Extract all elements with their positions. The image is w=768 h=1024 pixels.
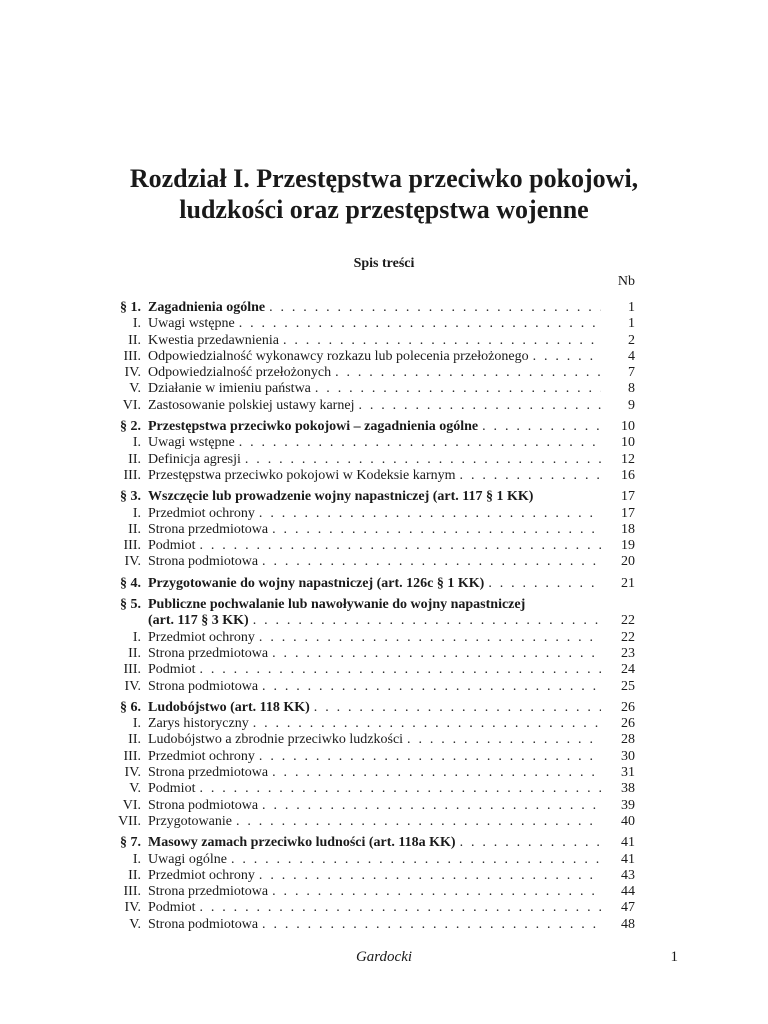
toc-entry-number: II.	[128, 332, 141, 348]
toc-dot-leader	[262, 679, 601, 695]
toc-entry-page-number: 47	[621, 900, 635, 916]
toc-dot-leader	[253, 716, 601, 732]
toc-entry-number: VII.	[118, 813, 141, 829]
toc-dot-leader	[460, 468, 601, 484]
toc-subsection-row	[100, 554, 635, 570]
toc-dot-leader	[239, 435, 601, 451]
nb-column-header: Nb	[617, 274, 635, 289]
toc-subsection-row	[100, 852, 635, 868]
toc-subsection-row	[100, 506, 635, 522]
toc-subsection-row	[100, 798, 635, 814]
toc-entry-label: Kwestia przedawnienia	[148, 332, 279, 348]
toc-entry-page-number: 1	[628, 316, 635, 332]
footer-author: Gardocki	[355, 949, 413, 965]
toc-entry-number: V.	[129, 916, 141, 932]
toc-subsection-row	[100, 452, 635, 468]
toc-entry-page-number: 41	[621, 851, 635, 867]
toc-entry-page-number: 48	[621, 916, 635, 932]
toc-entry-number: I.	[132, 851, 141, 867]
toc-entry-number: II.	[128, 732, 141, 748]
toc-dot-leader	[236, 814, 601, 830]
toc-entry-page-number: 44	[621, 884, 635, 900]
toc-dot-leader	[199, 538, 601, 554]
toc-dot-leader	[314, 700, 601, 716]
toc-dot-leader	[533, 349, 601, 365]
toc-dot-leader	[358, 398, 601, 414]
toc-dot-leader	[272, 765, 601, 781]
toc-entry-page-number: 19	[621, 538, 635, 554]
toc-entry-page-number: 4	[628, 348, 635, 364]
toc-entry-page-number: 26	[621, 716, 635, 732]
toc-subsection-row	[100, 646, 635, 662]
toc-heading: Spis treści	[353, 256, 415, 271]
toc-entry-label: Strona podmiotowa	[148, 554, 259, 570]
toc-entry-number: III.	[123, 348, 141, 364]
toc-entry-number: IV.	[124, 554, 141, 570]
toc-dot-leader	[262, 798, 601, 814]
toc-section-row	[100, 576, 635, 592]
toc-entry-label: Zagadnienia ogólne	[148, 300, 266, 315]
toc-entry-label: Zarys historyczny	[148, 716, 249, 732]
toc-subsection-row	[100, 765, 635, 781]
toc-dot-leader	[407, 732, 601, 748]
toc-subsection-row	[100, 749, 635, 765]
toc-entry-number: I.	[132, 716, 141, 732]
toc-entry-label: Podmiot	[148, 900, 196, 916]
toc-entry-number: I.	[132, 316, 141, 332]
toc-dot-leader	[269, 300, 601, 316]
toc-entry-number: III.	[123, 662, 141, 678]
toc-subsection-row	[100, 900, 635, 916]
toc-dot-leader	[283, 333, 601, 349]
toc-entry-label: Podmiot	[148, 538, 196, 554]
toc-subsection-row	[100, 716, 635, 732]
toc-entry-number: VI.	[122, 397, 141, 413]
toc-entry-page-number: 18	[621, 521, 635, 537]
toc-entry-label: Przestępstwa przeciwko pokojowi w Kodeksie karnym	[148, 467, 456, 483]
toc-entry-label: Masowy zamach przeciwko ludności (art. 118a KK)	[148, 835, 456, 851]
toc-entry-number: IV.	[124, 678, 141, 694]
toc-section-row	[100, 613, 635, 629]
toc-entry-page-number: 8	[628, 381, 635, 397]
toc-entry-page-number: 39	[621, 797, 635, 813]
chapter-title-line-1: Rozdział I. Przestępstwa przeciwko pokojowi,	[129, 164, 639, 193]
toc-section-row	[100, 835, 635, 851]
toc-entry-label: Ludobójstwo a zbrodnie przeciwko ludzkości	[148, 732, 404, 748]
toc-dot-leader	[482, 419, 601, 435]
toc-entry-label: Ludobójstwo (art. 118 KK)	[148, 699, 310, 715]
toc-entry-number: III.	[123, 467, 141, 483]
toc-dot-leader	[199, 662, 601, 678]
toc-entry-label: Strona podmiotowa	[148, 797, 259, 813]
toc-entry-label: Przestępstwa przeciwko pokojowi – zagadnienia ogólne	[148, 419, 479, 435]
toc-entry-label: Odpowiedzialność przełożonych	[148, 365, 332, 381]
toc-section-row	[100, 489, 635, 505]
toc-subsection-row	[100, 732, 635, 748]
toc-entry-number: IV.	[124, 900, 141, 916]
toc-entry-label: Podmiot	[148, 781, 196, 797]
toc-dot-leader	[253, 613, 601, 629]
toc-entry-number: III.	[123, 748, 141, 764]
toc-entry-label: Strona przedmiotowa	[148, 765, 269, 781]
toc-entry-label: Wszczęcie lub prowadzenie wojny napastniczej (art. 117 § 1 KK)	[148, 489, 534, 505]
toc-entry-label: Przedmiot ochrony	[148, 867, 255, 883]
toc-entry-label: Strona podmiotowa	[148, 678, 259, 694]
toc-dot-leader	[272, 884, 601, 900]
toc-entry-label: (art. 117 § 3 KK)	[148, 613, 249, 629]
toc-section-row	[100, 300, 635, 316]
toc-entry-page-number: 28	[621, 732, 635, 748]
toc-entry-page-number: 1	[628, 300, 635, 315]
toc-entry-page-number: 22	[621, 629, 635, 645]
toc-entry-number: § 4.	[120, 575, 141, 591]
toc-subsection-row	[100, 662, 635, 678]
toc-entry-number: I.	[132, 505, 141, 521]
toc-subsection-row	[100, 316, 635, 332]
toc-entry-number: I.	[132, 629, 141, 645]
toc-entry-number: II.	[128, 521, 141, 537]
chapter-title-line-2: ludzkości oraz przestępstwa wojenne	[179, 195, 589, 224]
toc-dot-leader	[272, 522, 601, 538]
toc-entry-label: Odpowiedzialność wykonawcy rozkazu lub polecenia przełożonego	[148, 348, 529, 364]
toc-dot-leader	[262, 917, 601, 933]
toc-subsection-row	[100, 333, 635, 349]
toc-subsection-row	[100, 538, 635, 554]
toc-entry-label: Uwagi ogólne	[148, 851, 227, 867]
toc-entry-number: V.	[129, 781, 141, 797]
toc-entry-number: § 3.	[120, 489, 141, 505]
toc-entry-page-number: 25	[621, 678, 635, 694]
toc-subsection-row	[100, 522, 635, 538]
toc-entry-number: II.	[128, 867, 141, 883]
toc-dot-leader	[315, 381, 601, 397]
toc-entry-label: Strona przedmiotowa	[148, 521, 269, 537]
chapter-title	[0, 163, 768, 225]
toc-dot-leader	[199, 781, 601, 797]
toc-entry-page-number: 31	[621, 765, 635, 781]
toc-dot-leader	[259, 630, 601, 646]
toc-entry-label: Przedmiot ochrony	[148, 505, 255, 521]
toc-entry-page-number: 10	[621, 435, 635, 451]
toc-subsection-row	[100, 398, 635, 414]
toc-entry-label: Przedmiot ochrony	[148, 748, 255, 764]
toc-subsection-row	[100, 884, 635, 900]
toc-entry-page-number: 7	[628, 365, 635, 381]
toc-entry-page-number: 20	[621, 554, 635, 570]
toc-entry-label: Podmiot	[148, 662, 196, 678]
toc-subsection-row	[100, 917, 635, 933]
toc-subsection-row	[100, 630, 635, 646]
toc-entry-label: Strona przedmiotowa	[148, 884, 269, 900]
toc-entry-label: Definicja agresji	[148, 451, 241, 467]
toc-entry-page-number: 9	[628, 397, 635, 413]
toc-dot-leader	[262, 554, 601, 570]
toc-entry-number: III.	[123, 884, 141, 900]
toc-section-row	[100, 700, 635, 716]
toc-entry-page-number: 43	[621, 867, 635, 883]
toc-entry-number: V.	[129, 381, 141, 397]
toc-dot-leader	[460, 835, 601, 851]
toc-entry-number: § 5.	[120, 597, 141, 613]
toc-entry-number: II.	[128, 451, 141, 467]
toc-dot-leader	[335, 365, 601, 381]
toc-entry-page-number: 22	[621, 613, 635, 629]
toc-dot-leader	[245, 452, 601, 468]
toc-entry-page-number: 24	[621, 662, 635, 678]
toc-entry-number: VI.	[122, 797, 141, 813]
toc-dot-leader	[272, 646, 601, 662]
toc-entry-label: Strona podmiotowa	[148, 916, 259, 932]
toc-entry-number: III.	[123, 538, 141, 554]
toc-dot-leader	[231, 852, 601, 868]
toc-entry-label: Zastosowanie polskiej ustawy karnej	[148, 397, 355, 413]
toc-subsection-row	[100, 814, 635, 830]
toc-subsection-row	[100, 468, 635, 484]
toc-entry-number: § 1.	[120, 300, 141, 315]
toc-entry-page-number: 23	[621, 645, 635, 661]
toc-entry-number: IV.	[124, 365, 141, 381]
toc-entry-page-number: 2	[628, 332, 635, 348]
toc-entry-label: Przygotowanie	[148, 813, 232, 829]
toc-dot-leader	[259, 868, 601, 884]
toc-entry-label: Uwagi wstępne	[148, 316, 235, 332]
toc-dot-leader	[488, 576, 601, 592]
toc-entry-label: Przygotowanie do wojny napastniczej (art. 126c § 1 KK)	[148, 575, 485, 591]
toc-section-row	[100, 597, 635, 613]
toc-entry-label: Działanie w imieniu państwa	[148, 381, 311, 397]
toc-entry-label: Przedmiot ochrony	[148, 629, 255, 645]
toc-entry-page-number: 12	[621, 451, 635, 467]
toc-entry-number: II.	[128, 645, 141, 661]
toc-entry-number: § 6.	[120, 699, 141, 715]
toc-entry-number: § 7.	[120, 835, 141, 851]
toc-subsection-row	[100, 868, 635, 884]
toc-section-row	[100, 419, 635, 435]
toc-entry-page-number: 30	[621, 748, 635, 764]
toc-entry-number: § 2.	[120, 419, 141, 435]
toc-subsection-row	[100, 781, 635, 797]
toc-entry-page-number: 17	[621, 505, 635, 521]
table-of-contents	[100, 300, 635, 933]
toc-entry-page-number: 16	[621, 467, 635, 483]
footer-page-number: 1	[670, 949, 678, 965]
toc-entry-label: Strona przedmiotowa	[148, 645, 269, 661]
toc-entry-page-number: 26	[621, 699, 635, 715]
toc-entry-label: Publiczne pochwalanie lub nawoływanie do wojny napastniczej	[148, 597, 526, 613]
toc-entry-label: Uwagi wstępne	[148, 435, 235, 451]
toc-subsection-row	[100, 365, 635, 381]
toc-subsection-row	[100, 349, 635, 365]
toc-dot-leader	[259, 749, 601, 765]
toc-entry-page-number: 17	[621, 489, 635, 505]
toc-subsection-row	[100, 679, 635, 695]
toc-subsection-row	[100, 381, 635, 397]
toc-entry-number: I.	[132, 435, 141, 451]
toc-entry-page-number: 41	[621, 835, 635, 851]
toc-entry-page-number: 38	[621, 781, 635, 797]
toc-dot-leader	[199, 900, 601, 916]
toc-entry-page-number: 40	[621, 813, 635, 829]
toc-entry-page-number: 21	[621, 575, 635, 591]
toc-dot-leader	[259, 506, 601, 522]
toc-entry-number: IV.	[124, 765, 141, 781]
toc-dot-leader	[239, 316, 601, 332]
toc-entry-page-number: 10	[621, 419, 635, 435]
toc-subsection-row	[100, 435, 635, 451]
